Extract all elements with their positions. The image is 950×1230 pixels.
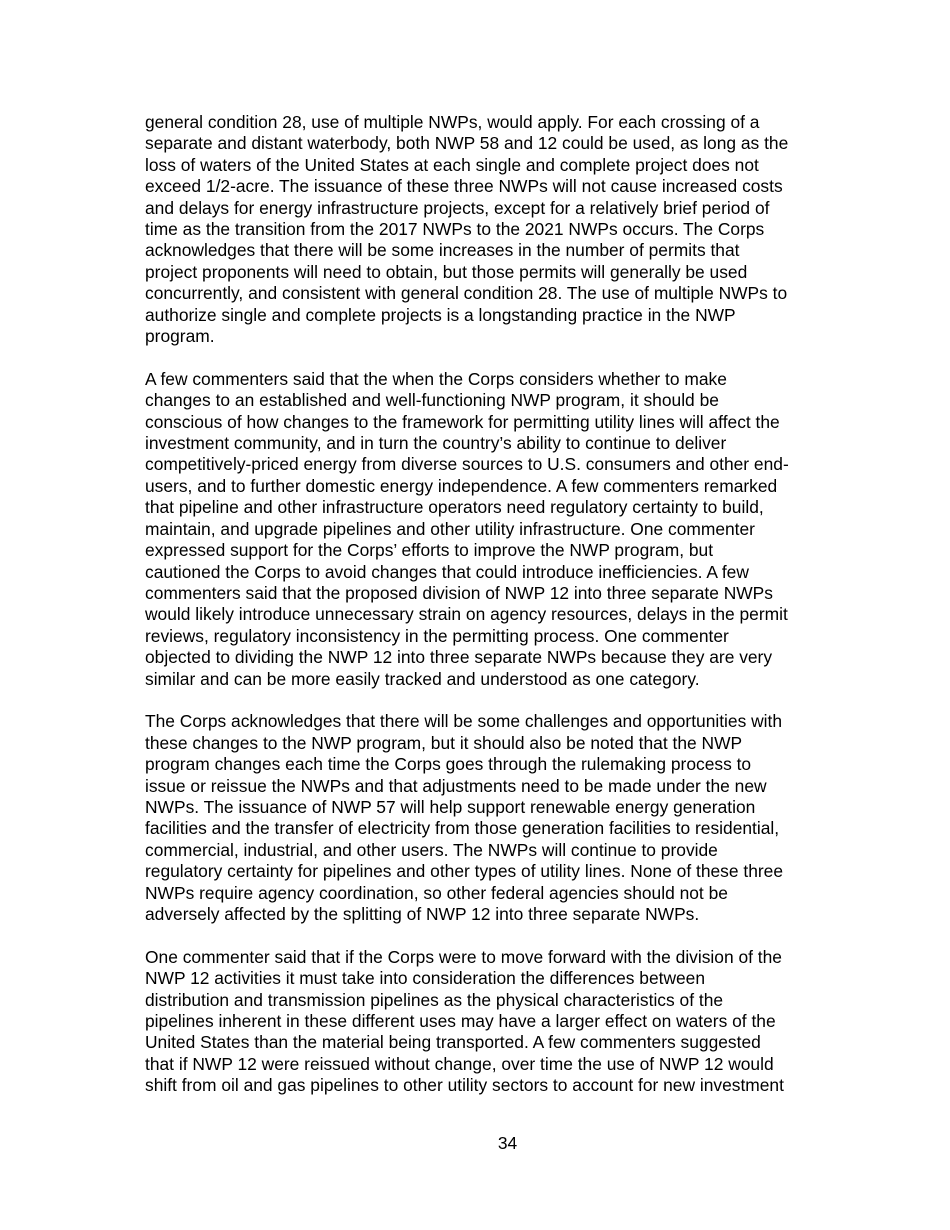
text-line: pipelines inherent in these different uses may have a larger effect on waters of the [145,1011,776,1032]
text-line: concurrently, and consistent with general condition 28. The use of multiple NWPs to [145,283,788,304]
text-line: reviews, regulatory inconsistency in the permitting process. One commenter [145,625,729,646]
text-line: these changes to the NWP program, but it should also be noted that the NWP [145,732,743,753]
page-number: 34 [497,1133,518,1153]
text-line: United States than the material being transported. A few commenters suggested [145,1032,761,1053]
text-line: issue or reissue the NWPs and that adjustments need to be made under the new [145,775,767,796]
text-line: cautioned the Corps to avoid changes that could introduce inefficiencies. A few [145,561,749,582]
text-line: changes to an established and well-functioning NWP program, it should be [145,390,719,411]
text-line: A few commenters said that the when the Corps considers whether to make [145,368,727,389]
text-line: NWPs. The issuance of NWP 57 will help support renewable energy generation [145,796,756,817]
text-line: time as the transition from the 2017 NWPs to the 2021 NWPs occurs. The Corps [145,219,765,240]
text-line: program changes each time the Corps goes through the rulemaking process to [145,754,752,775]
text-line: that pipeline and other infrastructure operators need regulatory certainty to build, [145,497,764,518]
text-line: facilities and the transfer of electricity from those generation facilities to residential, [145,818,780,839]
text-line: loss of waters of the United States at each single and complete project does not [145,154,759,175]
text-line: commenters said that the proposed division of NWP 12 into three separate NWPs [145,582,773,603]
text-line: conscious of how changes to the framework for permitting utility lines will affect the [145,411,780,432]
text-line: commercial, industrial, and other users. The NWPs will continue to provide [145,839,718,860]
paragraph-2 [145,369,845,690]
text-line: investment community, and in turn the country’s ability to continue to deliver [145,433,727,454]
text-line: similar and can be more easily tracked and understood as one category. [145,668,700,689]
text-line: separate and distant waterbody, both NWP 58 and 12 could be used, as long as the [145,133,789,154]
document-body [145,112,845,1118]
text-line: project proponents will need to obtain, but those permits will generally be used [145,261,748,282]
text-line: competitively-priced energy from diverse sources to U.S. consumers and other end- [145,454,789,475]
text-line: NWP 12 activities it must take into consideration the differences between [145,968,706,989]
text-line: adversely affected by the splitting of NWP 12 into three separate NWPs. [145,904,700,924]
text-line: exceed 1/2-acre. The issuance of these three NWPs will not cause increased costs [145,176,783,197]
text-line: expressed support for the Corps’ efforts to improve the NWP program, but [145,540,714,561]
text-line: would likely introduce unnecessary strain on agency resources, delays in the permit [145,604,788,625]
text-line: and delays for energy infrastructure projects, except for a relatively brief period of [145,197,770,218]
text-line: that if NWP 12 were reissued without change, over time the use of NWP 12 would [145,1053,774,1074]
text-line: distribution and transmission pipelines as the physical characteristics of the [145,989,724,1010]
paragraph-3 [145,711,845,925]
paragraph-1 [145,112,845,347]
text-line: users, and to further domestic energy independence. A few commenters remarked [145,475,778,496]
text-line: NWPs require agency coordination, so other federal agencies should not be [145,882,728,903]
text-line: program. [145,326,215,347]
text-line: maintain, and upgrade pipelines and other utility infrastructure. One commenter [145,518,755,539]
text-line: general condition 28, use of multiple NWPs, would apply. For each crossing of a [145,112,760,132]
text-line: regulatory certainty for pipelines and other types of utility lines. None of these three [145,861,784,882]
text-line: The Corps acknowledges that there will be some challenges and opportunities with [145,711,783,732]
text-line: shift from oil and gas pipelines to other utility sectors to account for new investment [145,1075,784,1096]
text-line: objected to dividing the NWP 12 into three separate NWPs because they are very [145,647,773,668]
text-line: authorize single and complete projects is a longstanding practice in the NWP [145,304,736,325]
text-line: One commenter said that if the Corps were to move forward with the division of the [145,946,782,967]
paragraph-4 [145,947,845,1097]
text-line: acknowledges that there will be some increases in the number of permits that [145,240,740,261]
